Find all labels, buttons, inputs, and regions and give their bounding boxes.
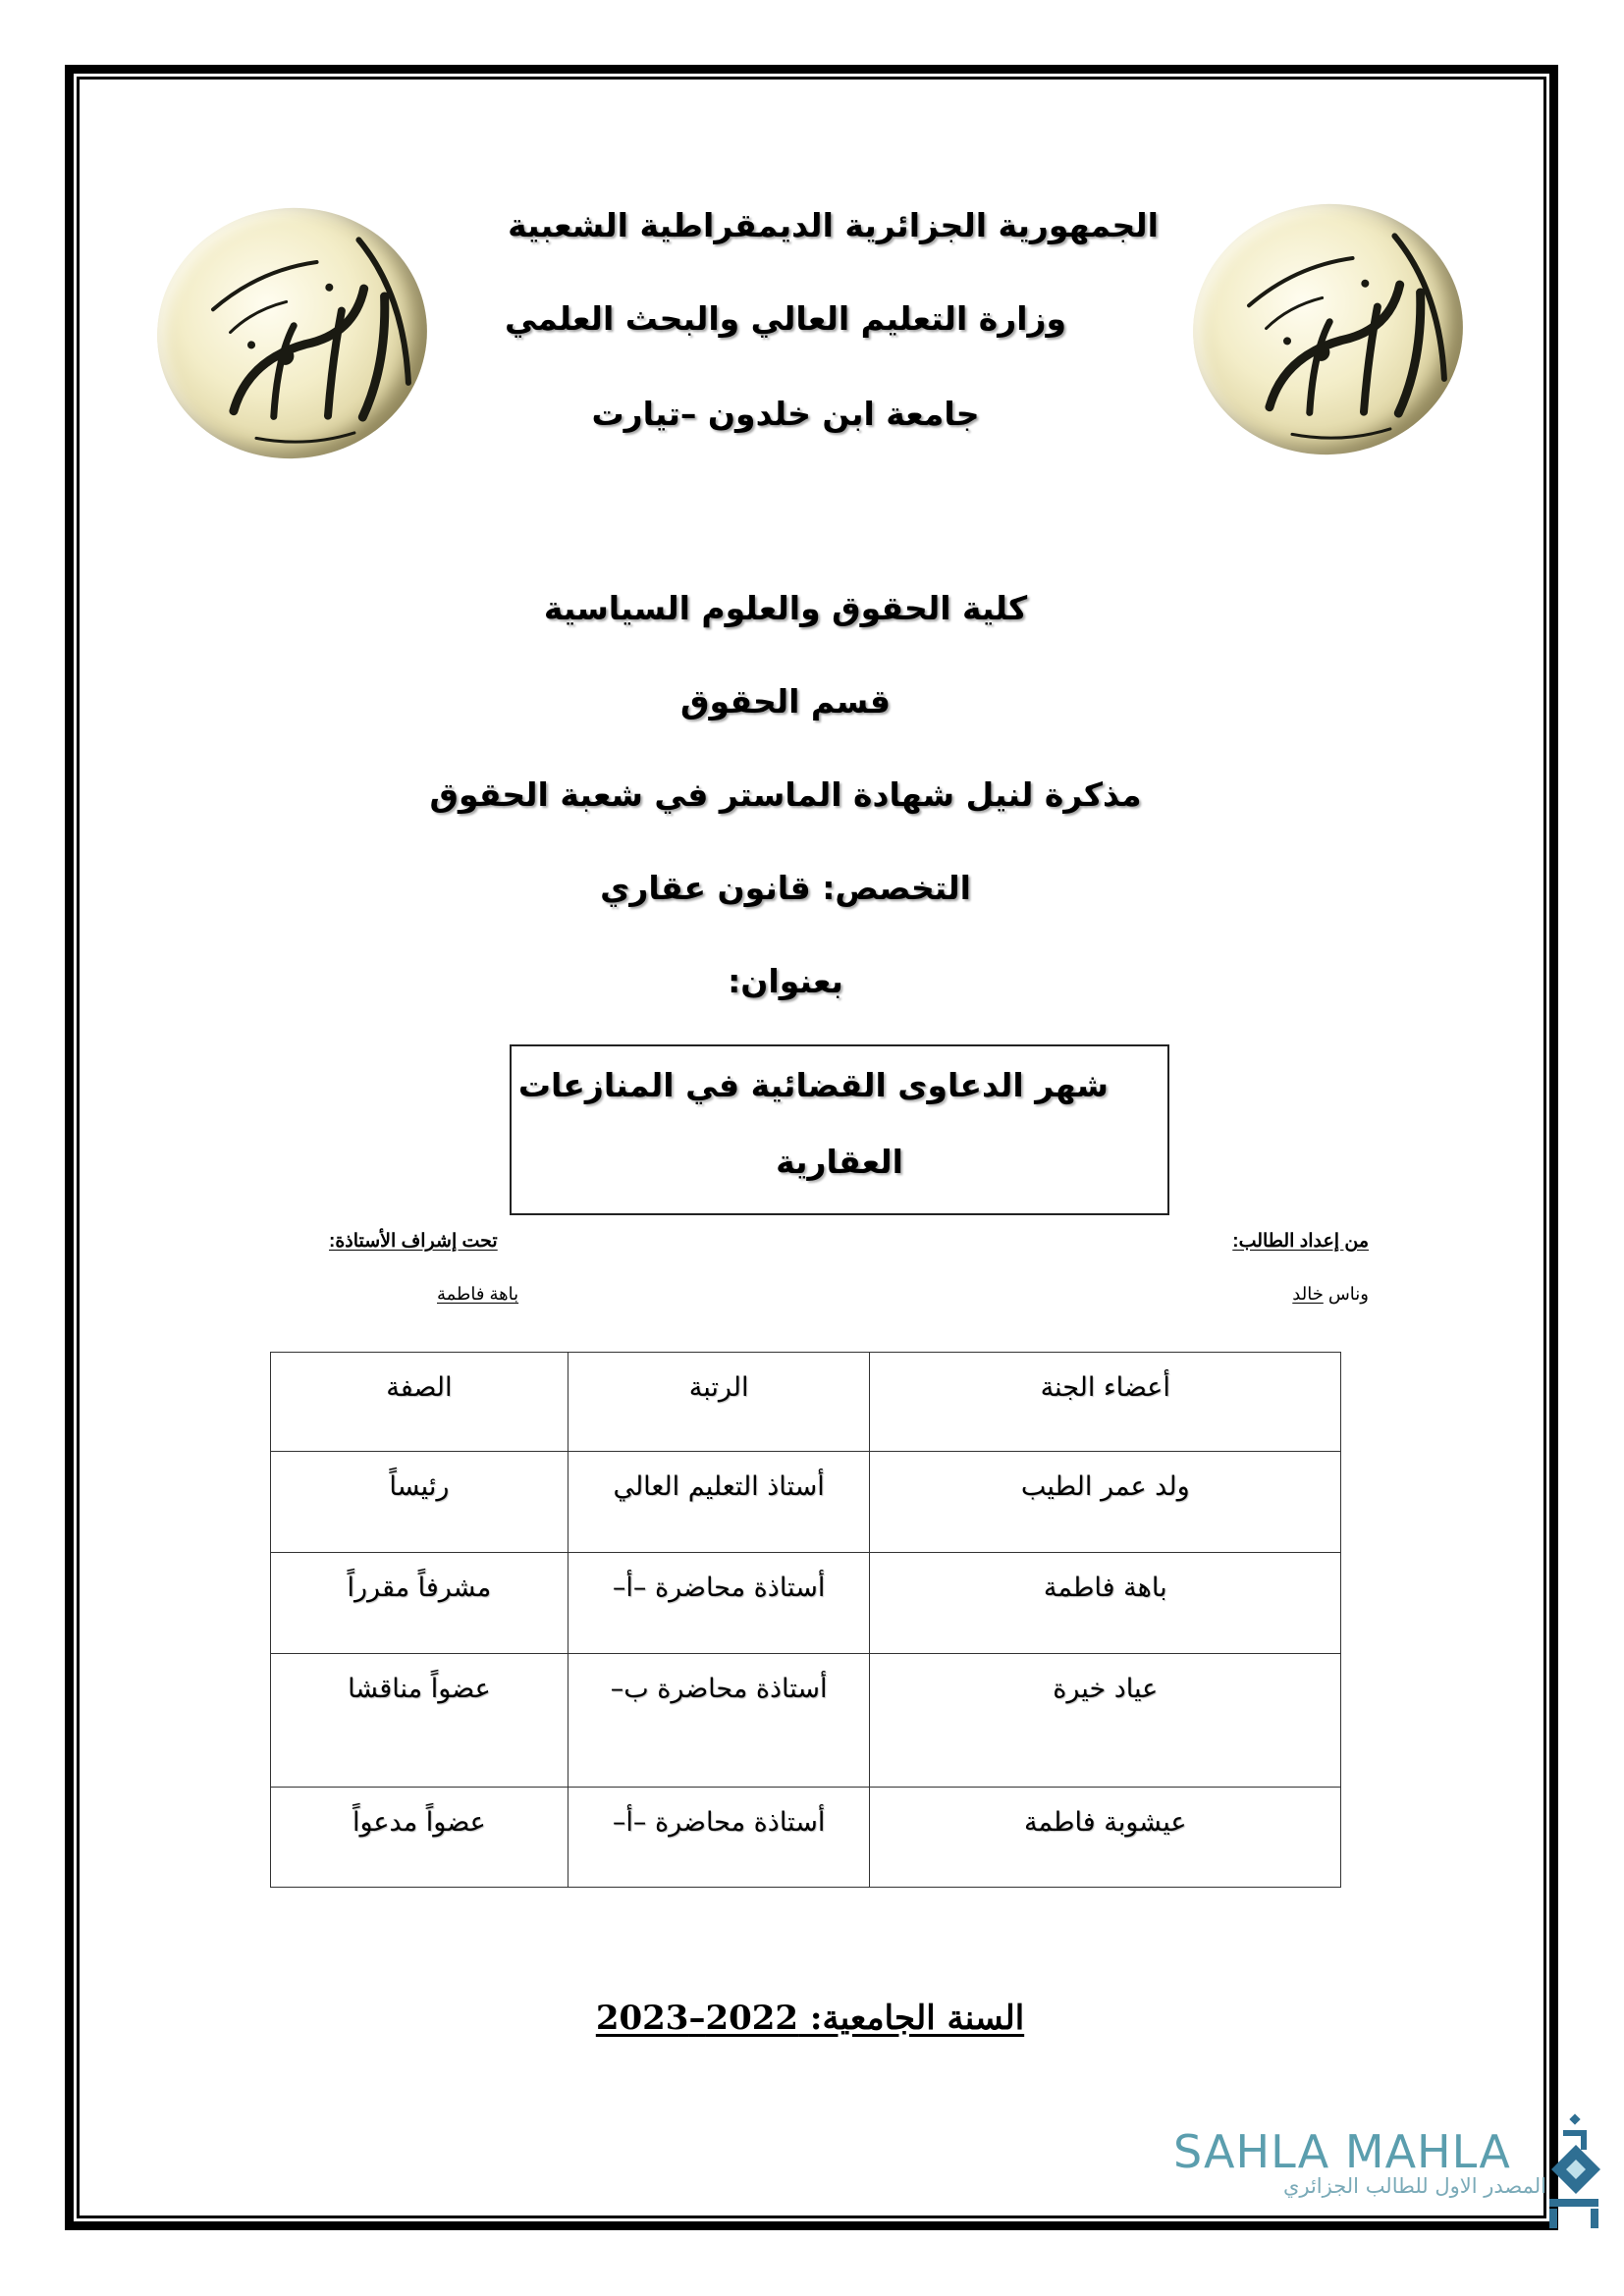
table-header-row	[271, 1353, 1341, 1452]
cell-member: ولد عمر الطيب	[870, 1452, 1341, 1553]
cell-role: عضواً مدعواً	[271, 1788, 568, 1888]
cell-member: باهة فاطمة	[870, 1553, 1341, 1654]
cell-rank: أستاذة محاضرة –أ–	[568, 1553, 870, 1654]
cell-member: عياد خيرة	[870, 1654, 1341, 1788]
table-row	[271, 1553, 1341, 1654]
student-name-first: وناس	[1323, 1284, 1369, 1304]
department-heading: قسم الحقوق	[680, 682, 891, 721]
table-row	[271, 1788, 1341, 1888]
thesis-title-box	[510, 1044, 1169, 1215]
thesis-title-line2: العقارية	[776, 1143, 903, 1181]
supervisor-name-text: باهة فاطمة	[437, 1284, 519, 1304]
watermark-title: SAHLA MAHLA	[1173, 2125, 1511, 2178]
student-name-second: خالد	[1292, 1284, 1324, 1304]
header-role: الصفة	[271, 1353, 568, 1452]
header-rank: الرتبة	[568, 1353, 870, 1452]
student-label: من إعداد الطالب:	[1232, 1231, 1369, 1252]
calligraphy-icon	[1180, 190, 1475, 467]
faculty-heading: كلية الحقوق والعلوم السياسية	[543, 589, 1028, 627]
header-member: أعضاء الجنة	[870, 1353, 1341, 1452]
student-name	[1292, 1284, 1369, 1305]
specialization-heading: التخصص: قانون عقاري	[600, 869, 971, 907]
degree-heading: مذكرة لنيل شهادة الماستر في شعبة الحقوق	[429, 775, 1142, 814]
table-row	[271, 1452, 1341, 1553]
cell-rank: أستاذة محاضرة ب–	[568, 1654, 870, 1788]
supervisor-name	[437, 1284, 518, 1305]
thesis-title-line1: شهر الدعاوى القضائية في المنازعات	[517, 1066, 1109, 1104]
university-seal-icon	[1180, 190, 1475, 467]
supervisor-label: تحت إشراف الأستاذة:	[329, 1231, 498, 1252]
academic-year: السنة الجامعية: 2022–2023	[595, 1999, 1025, 2038]
university-heading: جامعة ابن خلدون –تيارت	[591, 395, 980, 433]
cell-rank: أستاذة محاضرة –أ–	[568, 1788, 870, 1888]
ministry-heading: وزارة التعليم العالي والبحث العلمي	[504, 299, 1067, 338]
cell-role: عضواً مناقشا	[271, 1654, 568, 1788]
university-seal-icon	[144, 194, 439, 471]
committee-table	[270, 1352, 1341, 1888]
cell-rank: أستاذ التعليم العالي	[568, 1452, 870, 1553]
cell-role: مشرفاً مقرراً	[271, 1553, 568, 1654]
table-row	[271, 1654, 1341, 1788]
watermark	[1173, 2125, 1546, 2198]
calligraphy-icon	[144, 194, 439, 471]
country-heading: الجمهورية الجزائرية الديمقراطية الشعبية	[508, 206, 1159, 244]
watermark-subtitle: المصدر الاول للطالب الجزائري	[1282, 2174, 1546, 2198]
cell-role: رئيساً	[271, 1452, 568, 1553]
cell-member: عيشوبة فاطمة	[870, 1788, 1341, 1888]
title-label: بعنوان:	[728, 962, 843, 1000]
sahla-mahla-logo-icon	[1542, 2110, 1610, 2233]
